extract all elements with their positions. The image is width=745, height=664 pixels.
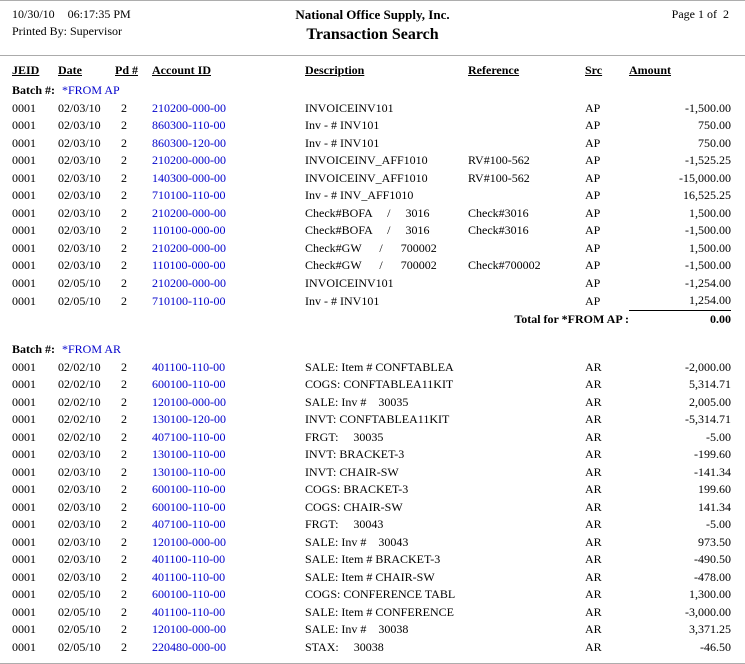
description-cell: SALE: Item # CONFERENCE bbox=[305, 604, 454, 619]
batch-total-row bbox=[12, 310, 731, 338]
period-cell: 2 bbox=[121, 482, 127, 496]
jeid-cell: 0001 bbox=[12, 622, 36, 636]
amount-cell: 199.60 bbox=[698, 482, 731, 496]
amount-cell: -15,000.00 bbox=[679, 170, 731, 185]
source-cell: AR bbox=[585, 517, 602, 531]
transaction-row bbox=[12, 222, 731, 240]
reference-cell bbox=[468, 376, 585, 394]
amount-cell: 141.34 bbox=[698, 499, 731, 514]
date-cell: 02/03/10 bbox=[58, 240, 101, 255]
description-cell: Inv - # INV_AFF1010 bbox=[305, 188, 414, 202]
date-cell: 02/03/10 bbox=[58, 569, 101, 584]
jeid-cell: 0001 bbox=[12, 534, 36, 549]
period-cell: 2 bbox=[121, 639, 127, 654]
batch-number-label: Batch #: bbox=[12, 342, 55, 356]
period-cell: 2 bbox=[121, 275, 127, 290]
account-id-link[interactable]: 860300-110-00 bbox=[152, 118, 226, 132]
date-cell: 02/02/10 bbox=[58, 359, 101, 374]
period-cell: 2 bbox=[121, 153, 127, 167]
description-cell: SALE: Item # CHAIR-SW bbox=[305, 569, 435, 584]
period-cell: 2 bbox=[121, 622, 127, 636]
reference-cell bbox=[468, 429, 585, 447]
jeid-cell: 0001 bbox=[12, 412, 36, 426]
description-cell: INVOICEINV101 bbox=[305, 275, 394, 290]
description-cell: SALE: Item # BRACKET-3 bbox=[305, 552, 441, 566]
period-cell: 2 bbox=[121, 223, 127, 237]
transaction-row bbox=[12, 170, 731, 188]
source-cell: AR bbox=[585, 499, 602, 514]
reference-cell: RV#100-562 bbox=[468, 153, 530, 167]
account-id-link[interactable]: 210200-000-00 bbox=[152, 153, 226, 167]
date-cell: 02/03/10 bbox=[58, 153, 101, 167]
column-header-row bbox=[12, 57, 731, 79]
source-cell: AR bbox=[585, 587, 602, 601]
account-id-link[interactable]: 220480-000-00 bbox=[152, 639, 226, 654]
account-id-link[interactable]: 401100-110-00 bbox=[152, 604, 226, 619]
period-cell: 2 bbox=[121, 240, 127, 255]
date-cell: 02/03/10 bbox=[58, 517, 101, 531]
account-id-link[interactable]: 710100-110-00 bbox=[152, 188, 226, 202]
account-id-link[interactable]: 407100-110-00 bbox=[152, 429, 226, 444]
jeid-cell: 0001 bbox=[12, 447, 36, 461]
transaction-row bbox=[12, 446, 731, 464]
account-id-link[interactable]: 120100-000-00 bbox=[152, 394, 226, 409]
source-cell: AP bbox=[585, 240, 601, 255]
period-cell: 2 bbox=[121, 447, 127, 461]
jeid-cell: 0001 bbox=[12, 552, 36, 566]
account-id-link[interactable]: 600100-110-00 bbox=[152, 482, 226, 496]
date-cell: 02/05/10 bbox=[58, 639, 101, 654]
jeid-cell: 0001 bbox=[12, 258, 36, 272]
source-cell: AR bbox=[585, 604, 602, 619]
transaction-row bbox=[12, 359, 731, 377]
column-header-pd: Pd # bbox=[115, 63, 139, 77]
account-id-link[interactable]: 600100-110-00 bbox=[152, 377, 226, 391]
source-cell: AR bbox=[585, 377, 602, 391]
date-cell: 02/03/10 bbox=[58, 223, 101, 237]
jeid-cell: 0001 bbox=[12, 499, 36, 514]
reference-cell bbox=[468, 135, 585, 153]
period-cell: 2 bbox=[121, 359, 127, 374]
reference-cell: RV#100-562 bbox=[468, 170, 530, 185]
transaction-row bbox=[12, 534, 731, 552]
batch-name: *FROM AP bbox=[62, 83, 120, 97]
printed-by: Printed By: Supervisor bbox=[12, 24, 122, 38]
source-cell: AR bbox=[585, 639, 602, 654]
report-table-body bbox=[12, 79, 731, 656]
transaction-row bbox=[12, 275, 731, 293]
reference-cell bbox=[468, 240, 585, 258]
amount-cell: -490.50 bbox=[694, 552, 731, 566]
date-cell: 02/03/10 bbox=[58, 464, 101, 479]
batch-total-label: Total for *FROM AP : bbox=[514, 311, 629, 326]
transaction-row bbox=[12, 586, 731, 604]
jeid-cell: 0001 bbox=[12, 377, 36, 391]
account-id-link[interactable]: 600100-110-00 bbox=[152, 499, 226, 514]
description-cell: COGS: CHAIR-SW bbox=[305, 499, 403, 514]
source-cell: AR bbox=[585, 464, 602, 479]
amount-cell: -5.00 bbox=[706, 429, 731, 444]
amount-cell: -1,500.00 bbox=[685, 223, 731, 237]
date-cell: 02/05/10 bbox=[58, 604, 101, 619]
jeid-cell: 0001 bbox=[12, 587, 36, 601]
description-cell: Check#BOFA / 3016 bbox=[305, 205, 430, 220]
reference-cell bbox=[468, 187, 585, 205]
period-cell: 2 bbox=[121, 552, 127, 566]
period-cell: 2 bbox=[121, 412, 127, 426]
account-id-link[interactable]: 600100-110-00 bbox=[152, 587, 226, 601]
report-table-head bbox=[12, 57, 731, 79]
reference-cell bbox=[468, 534, 585, 552]
date-cell: 02/03/10 bbox=[58, 499, 101, 514]
period-cell: 2 bbox=[121, 464, 127, 479]
amount-cell: 1,500.00 bbox=[689, 205, 731, 220]
account-id-link[interactable]: 710100-110-00 bbox=[152, 293, 226, 308]
date-cell: 02/02/10 bbox=[58, 394, 101, 409]
account-id-link[interactable]: 401100-110-00 bbox=[152, 552, 226, 566]
account-id-link[interactable]: 110100-000-00 bbox=[152, 223, 226, 237]
reference-cell bbox=[468, 621, 585, 639]
jeid-cell: 0001 bbox=[12, 135, 36, 150]
column-header-reference: Reference bbox=[468, 63, 520, 77]
period-cell: 2 bbox=[121, 118, 127, 132]
account-id-link[interactable]: 120100-000-00 bbox=[152, 534, 226, 549]
description-cell: FRGT: 30035 bbox=[305, 429, 384, 444]
amount-cell: 750.00 bbox=[698, 118, 731, 132]
reference-cell bbox=[468, 481, 585, 499]
amount-cell: -46.50 bbox=[700, 639, 731, 654]
report-title: Transaction Search bbox=[306, 26, 439, 43]
reference-cell bbox=[468, 117, 585, 135]
period-cell: 2 bbox=[121, 569, 127, 584]
date-cell: 02/05/10 bbox=[58, 275, 101, 290]
reference-cell bbox=[468, 275, 585, 293]
transaction-row bbox=[12, 100, 731, 118]
description-cell: INVT: BRACKET-3 bbox=[305, 447, 405, 461]
source-cell: AR bbox=[585, 394, 602, 409]
date-cell: 02/05/10 bbox=[58, 293, 101, 308]
amount-cell: 750.00 bbox=[698, 135, 731, 150]
amount-cell: -1,254.00 bbox=[685, 275, 731, 290]
period-cell: 2 bbox=[121, 258, 127, 272]
column-header-date: Date bbox=[58, 63, 82, 77]
source-cell: AP bbox=[585, 100, 601, 115]
period-cell: 2 bbox=[121, 188, 127, 202]
jeid-cell: 0001 bbox=[12, 223, 36, 237]
jeid-cell: 0001 bbox=[12, 482, 36, 496]
jeid-cell: 0001 bbox=[12, 639, 36, 654]
source-cell: AR bbox=[585, 622, 602, 636]
description-cell: SALE: Inv # 30035 bbox=[305, 394, 409, 409]
description-cell: SALE: Inv # 30038 bbox=[305, 622, 409, 636]
amount-cell: 1,500.00 bbox=[689, 240, 731, 255]
transaction-row bbox=[12, 569, 731, 587]
column-header-description: Description bbox=[305, 63, 365, 77]
jeid-cell: 0001 bbox=[12, 205, 36, 220]
period-cell: 2 bbox=[121, 293, 127, 308]
amount-cell: -199.60 bbox=[694, 447, 731, 461]
description-cell: Check#GW / 700002 bbox=[305, 240, 437, 255]
source-cell: AR bbox=[585, 482, 602, 496]
period-cell: 2 bbox=[121, 170, 127, 185]
source-cell: AR bbox=[585, 569, 602, 584]
amount-cell: -5,314.71 bbox=[685, 412, 731, 426]
report-time: 06:17:35 PM bbox=[67, 7, 131, 21]
transaction-row bbox=[12, 464, 731, 482]
account-id-link[interactable]: 210200-000-00 bbox=[152, 240, 226, 255]
transaction-row bbox=[12, 292, 731, 310]
transaction-row bbox=[12, 516, 731, 534]
amount-cell: -1,525.25 bbox=[685, 153, 731, 167]
transaction-row bbox=[12, 240, 731, 258]
description-cell: Inv - # INV101 bbox=[305, 118, 380, 132]
date-cell: 02/03/10 bbox=[58, 552, 101, 566]
description-cell: Inv - # INV101 bbox=[305, 135, 380, 150]
reference-cell bbox=[468, 639, 585, 657]
description-cell: INVOICEINV_AFF1010 bbox=[305, 170, 428, 185]
date-cell: 02/03/10 bbox=[58, 258, 101, 272]
account-id-link[interactable]: 210200-000-00 bbox=[152, 205, 226, 220]
reference-cell bbox=[468, 499, 585, 517]
transaction-row bbox=[12, 205, 731, 223]
jeid-cell: 0001 bbox=[12, 170, 36, 185]
account-id-link[interactable]: 120100-000-00 bbox=[152, 622, 226, 636]
description-cell: INVOICEINV101 bbox=[305, 100, 394, 115]
description-cell: Check#BOFA / 3016 bbox=[305, 223, 430, 237]
date-cell: 02/05/10 bbox=[58, 587, 101, 601]
column-header-jeid: JEID bbox=[12, 63, 40, 77]
date-cell: 02/02/10 bbox=[58, 377, 101, 391]
amount-cell: -1,500.00 bbox=[685, 258, 731, 272]
transaction-row bbox=[12, 429, 731, 447]
amount-cell: -5.00 bbox=[706, 517, 731, 531]
batch-header-row bbox=[12, 79, 731, 100]
account-id-link[interactable]: 110100-000-00 bbox=[152, 258, 226, 272]
reference-cell bbox=[468, 586, 585, 604]
amount-cell: -3,000.00 bbox=[685, 604, 731, 619]
column-header-account-id: Account ID bbox=[152, 63, 211, 77]
period-cell: 2 bbox=[121, 377, 127, 391]
date-cell: 02/03/10 bbox=[58, 118, 101, 132]
amount-cell: -478.00 bbox=[694, 569, 731, 584]
account-id-link[interactable]: 130100-110-00 bbox=[152, 447, 226, 461]
jeid-cell: 0001 bbox=[12, 569, 36, 584]
description-cell: COGS: CONFERENCE TABL bbox=[305, 587, 456, 601]
amount-cell: 2,005.00 bbox=[689, 394, 731, 409]
jeid-cell: 0001 bbox=[12, 394, 36, 409]
description-cell: INVOICEINV_AFF1010 bbox=[305, 153, 428, 167]
description-cell: INVT: CONFTABLEA11KIT bbox=[305, 412, 450, 426]
transaction-row bbox=[12, 499, 731, 517]
period-cell: 2 bbox=[121, 135, 127, 150]
amount-cell: 1,300.00 bbox=[689, 587, 731, 601]
jeid-cell: 0001 bbox=[12, 188, 36, 202]
amount-cell: 1,254.00 bbox=[689, 293, 731, 307]
reference-cell bbox=[468, 100, 585, 118]
source-cell: AR bbox=[585, 447, 602, 461]
jeid-cell: 0001 bbox=[12, 604, 36, 619]
jeid-cell: 0001 bbox=[12, 100, 36, 115]
reference-cell bbox=[468, 411, 585, 429]
column-header-amount: Amount bbox=[629, 63, 672, 77]
batch-total-amount: 0.00 bbox=[629, 310, 731, 338]
description-cell: COGS: CONFTABLEA11KIT bbox=[305, 377, 454, 391]
source-cell: AP bbox=[585, 135, 601, 150]
account-id-link[interactable]: 210200-000-00 bbox=[152, 100, 226, 115]
period-cell: 2 bbox=[121, 534, 127, 549]
header-center bbox=[0, 7, 745, 44]
date-cell: 02/03/10 bbox=[58, 534, 101, 549]
source-cell: AP bbox=[585, 205, 601, 220]
source-cell: AP bbox=[585, 170, 601, 185]
jeid-cell: 0001 bbox=[12, 275, 36, 290]
source-cell: AP bbox=[585, 293, 601, 308]
batch-name: *FROM AR bbox=[62, 342, 122, 356]
description-cell: INVT: CHAIR-SW bbox=[305, 464, 399, 479]
period-cell: 2 bbox=[121, 499, 127, 514]
transaction-row bbox=[12, 152, 731, 170]
source-cell: AP bbox=[585, 223, 601, 237]
amount-cell: -2,000.00 bbox=[685, 359, 731, 374]
date-cell: 02/03/10 bbox=[58, 482, 101, 496]
transaction-row bbox=[12, 481, 731, 499]
description-cell: SALE: Inv # 30043 bbox=[305, 534, 409, 549]
account-id-link[interactable]: 401100-110-00 bbox=[152, 569, 226, 584]
amount-cell: 3,371.25 bbox=[689, 622, 731, 636]
reference-cell bbox=[468, 604, 585, 622]
amount-cell: -141.34 bbox=[694, 464, 731, 479]
batch-header-row bbox=[12, 338, 731, 359]
source-cell: AR bbox=[585, 552, 602, 566]
account-id-link[interactable]: 407100-110-00 bbox=[152, 517, 226, 531]
period-cell: 2 bbox=[121, 100, 127, 115]
account-id-link[interactable]: 401100-110-00 bbox=[152, 359, 226, 374]
reference-cell: Check#700002 bbox=[468, 258, 541, 272]
source-cell: AP bbox=[585, 275, 601, 290]
account-id-link[interactable]: 130100-120-00 bbox=[152, 412, 226, 426]
amount-cell: -1,500.00 bbox=[685, 100, 731, 115]
period-cell: 2 bbox=[121, 587, 127, 601]
reference-cell bbox=[468, 394, 585, 412]
transaction-row bbox=[12, 394, 731, 412]
reference-cell bbox=[468, 359, 585, 377]
transaction-row bbox=[12, 551, 731, 569]
description-cell: Check#GW / 700002 bbox=[305, 258, 437, 272]
date-cell: 02/02/10 bbox=[58, 412, 101, 426]
transaction-row bbox=[12, 117, 731, 135]
report-date: 10/30/10 bbox=[12, 7, 55, 21]
jeid-cell: 0001 bbox=[12, 429, 36, 444]
transaction-row bbox=[12, 621, 731, 639]
period-cell: 2 bbox=[121, 429, 127, 444]
report-header bbox=[0, 1, 745, 56]
report-table bbox=[12, 57, 731, 656]
period-cell: 2 bbox=[121, 394, 127, 409]
description-cell: COGS: BRACKET-3 bbox=[305, 482, 409, 496]
period-cell: 2 bbox=[121, 205, 127, 220]
reference-cell: Check#3016 bbox=[468, 223, 529, 237]
date-cell: 02/02/10 bbox=[58, 429, 101, 444]
source-cell: AR bbox=[585, 534, 602, 549]
reference-cell: Check#3016 bbox=[468, 205, 529, 220]
source-cell: AP bbox=[585, 258, 601, 272]
jeid-cell: 0001 bbox=[12, 517, 36, 531]
amount-cell: 16,525.25 bbox=[683, 188, 731, 202]
account-id-link[interactable]: 130100-110-00 bbox=[152, 464, 226, 479]
date-cell: 02/03/10 bbox=[58, 135, 101, 150]
source-cell: AP bbox=[585, 118, 601, 132]
date-cell: 02/03/10 bbox=[58, 205, 101, 220]
jeid-cell: 0001 bbox=[12, 359, 36, 374]
date-cell: 02/03/10 bbox=[58, 100, 101, 115]
source-cell: AP bbox=[585, 153, 601, 167]
batch-number-label: Batch #: bbox=[12, 83, 55, 97]
description-cell: SALE: Item # CONFTABLEA bbox=[305, 359, 454, 374]
reference-cell bbox=[468, 446, 585, 464]
description-cell: STAX: 30038 bbox=[305, 639, 384, 654]
transaction-row bbox=[12, 376, 731, 394]
transaction-row bbox=[12, 257, 731, 275]
date-cell: 02/03/10 bbox=[58, 447, 101, 461]
description-cell: Inv - # INV101 bbox=[305, 293, 380, 308]
period-cell: 2 bbox=[121, 604, 127, 619]
page-indicator: Page 1 of 2 bbox=[671, 7, 729, 21]
date-cell: 02/03/10 bbox=[58, 170, 101, 185]
account-id-link[interactable]: 140300-000-00 bbox=[152, 170, 226, 185]
reference-cell bbox=[468, 569, 585, 587]
column-header-src: Src bbox=[585, 63, 603, 77]
source-cell: AR bbox=[585, 412, 602, 426]
jeid-cell: 0001 bbox=[12, 153, 36, 167]
amount-cell: 973.50 bbox=[698, 534, 731, 549]
reference-cell bbox=[468, 464, 585, 482]
period-cell: 2 bbox=[121, 517, 127, 531]
jeid-cell: 0001 bbox=[12, 293, 36, 308]
source-cell: AP bbox=[585, 188, 601, 202]
reference-cell bbox=[468, 551, 585, 569]
transaction-row bbox=[12, 135, 731, 153]
reference-cell bbox=[468, 516, 585, 534]
transaction-row bbox=[12, 411, 731, 429]
account-id-link[interactable]: 210200-000-00 bbox=[152, 275, 226, 290]
reference-cell bbox=[468, 292, 585, 310]
jeid-cell: 0001 bbox=[12, 240, 36, 255]
transaction-row bbox=[12, 187, 731, 205]
jeid-cell: 0001 bbox=[12, 464, 36, 479]
jeid-cell: 0001 bbox=[12, 118, 36, 132]
source-cell: AR bbox=[585, 429, 602, 444]
source-cell: AR bbox=[585, 359, 602, 374]
account-id-link[interactable]: 860300-120-00 bbox=[152, 135, 226, 150]
company-name: National Office Supply, Inc. bbox=[295, 7, 450, 22]
date-cell: 02/05/10 bbox=[58, 622, 101, 636]
transaction-row bbox=[12, 604, 731, 622]
amount-cell: 5,314.71 bbox=[689, 377, 731, 391]
transaction-row bbox=[12, 639, 731, 657]
description-cell: FRGT: 30043 bbox=[305, 517, 384, 531]
date-cell: 02/03/10 bbox=[58, 188, 101, 202]
